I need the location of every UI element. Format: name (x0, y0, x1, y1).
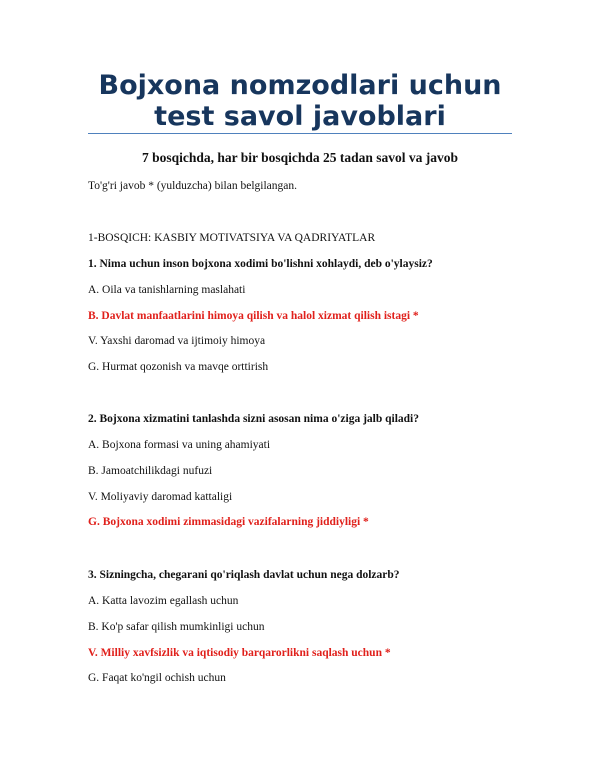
answer-note: To'g'ri javob * (yulduzcha) bilan belgilangan. (88, 180, 297, 192)
q3-option-a: A. Katta lavozim egallash uchun (88, 595, 239, 607)
q1-option-g: G. Hurmat qozonish va mavqe orttirish (88, 361, 269, 373)
question-3: 3. Sizningcha, chegarani qo'riqlash davlat uchun nega dolzarb? (88, 569, 400, 581)
title-line-2: test savol javoblari (154, 101, 446, 132)
q1-option-b-correct: B. Davlat manfaatlarini himoya qilish va halol xizmat qilish istagi * (88, 310, 419, 322)
q3-option-b: B. Ko'p safar qilish mumkinligi uchun (88, 621, 265, 633)
q1-option-a: A. Oila va tanishlarning maslahati (88, 284, 246, 296)
q3-option-v-correct: V. Milliy xavfsizlik va iqtisodiy barqarorlikni saqlash uchun * (88, 647, 391, 659)
section-heading: 1-BOSQICH: KASBIY MOTIVATSIYA VA QADRIYATLAR (88, 232, 376, 244)
question-2: 2. Bojxona xizmatini tanlashda sizni asosan nima o'ziga jalb qiladi? (88, 413, 420, 425)
question-1: 1. Nima uchun inson bojxona xodimi bo'lishni xohlaydi, deb o'ylaysiz? (88, 258, 433, 270)
title-rule (88, 133, 512, 134)
q2-option-b: B. Jamoatchilikdagi nufuzi (88, 465, 213, 477)
document-title (88, 70, 512, 132)
document-subtitle: 7 bosqichda, har bir bosqichda 25 tadan savol va javob (141, 150, 459, 165)
q3-option-g: G. Faqat ko'ngil ochish uchun (88, 672, 226, 684)
q2-option-g-correct: G. Bojxona xodimi zimmasidagi vazifalarning jiddiyligi * (88, 516, 369, 528)
q2-option-a: A. Bojxona formasi va uning ahamiyati (88, 439, 271, 451)
title-line-1: Bojxona nomzodlari uchun (98, 70, 502, 101)
q2-option-v: V. Moliyaviy daromad kattaligi (88, 491, 233, 503)
q1-option-v: V. Yaxshi daromad va ijtimoiy himoya (88, 335, 266, 347)
